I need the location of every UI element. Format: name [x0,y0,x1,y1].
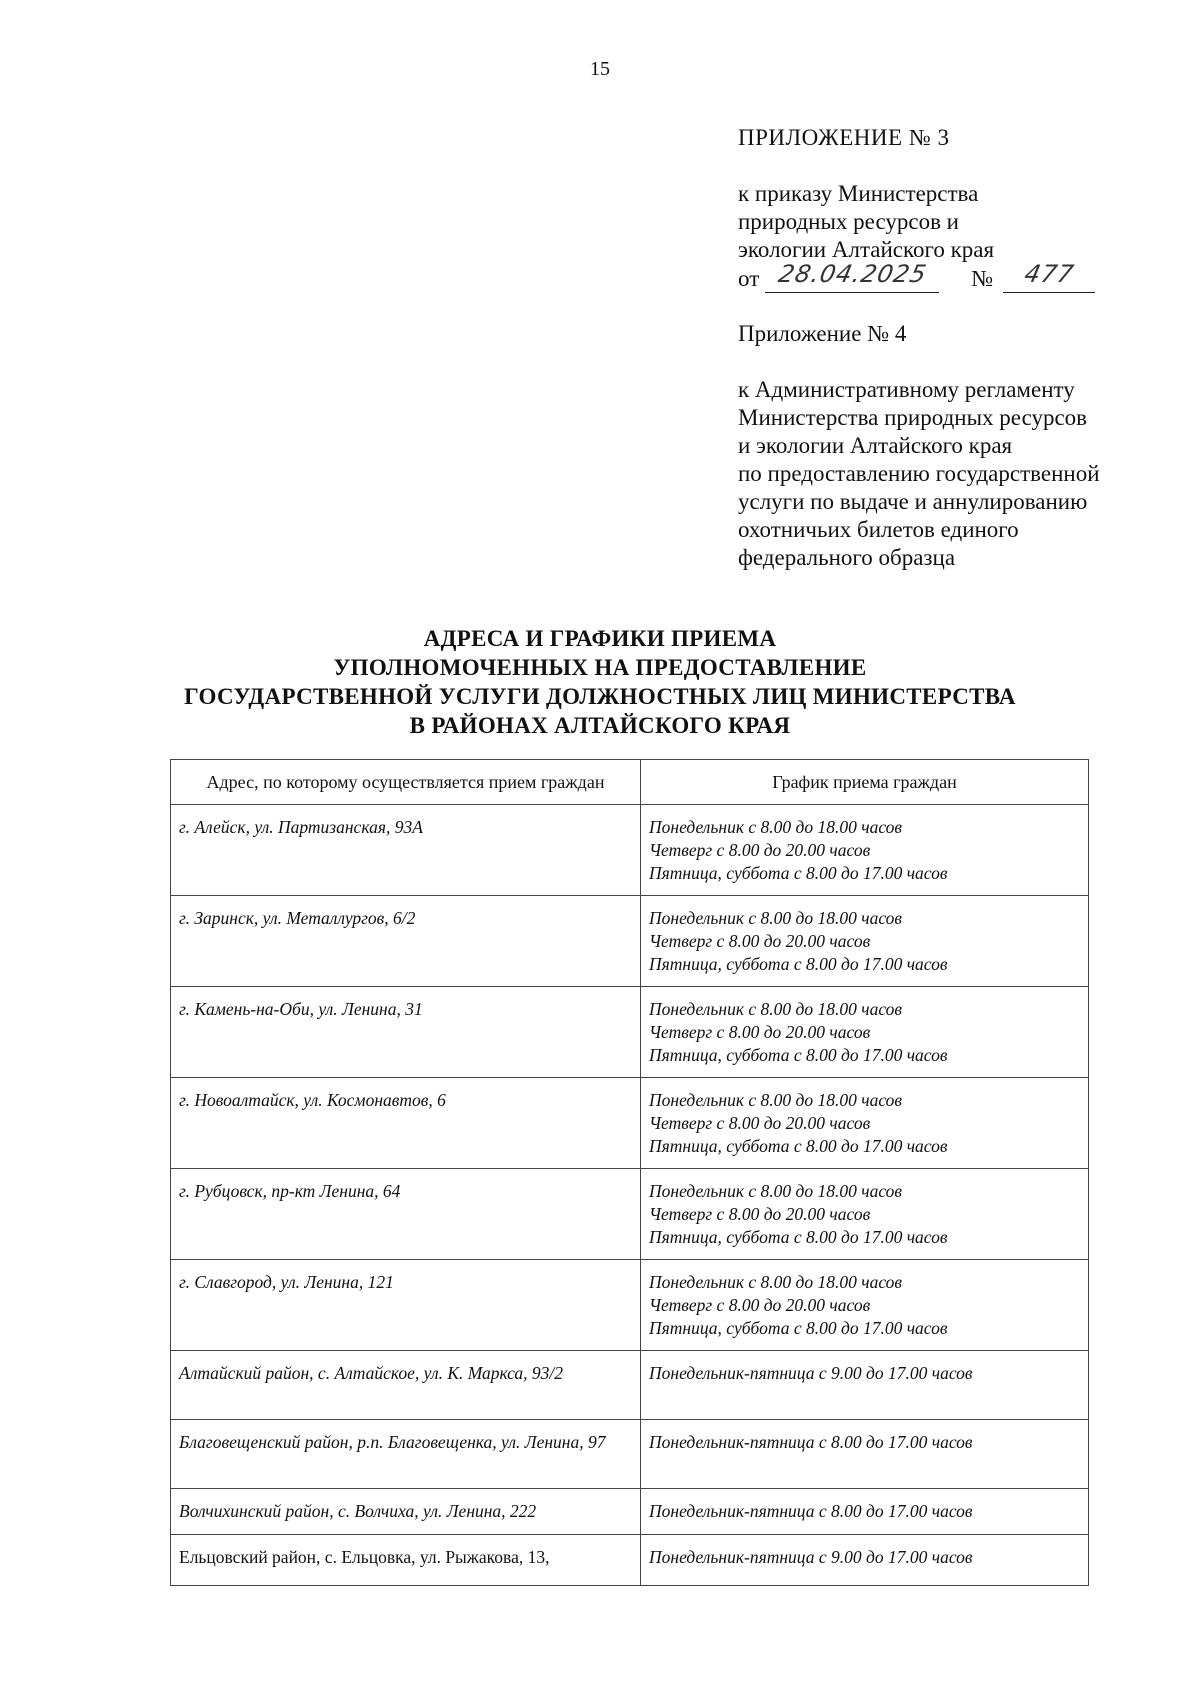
appendix-4-ref-line: Министерства природных ресурсов [738,405,1088,430]
title-line: ГОСУДАРСТВЕННОЙ УСЛУГИ ДОЛЖНОСТНЫХ ЛИЦ МИНИСТЕРСТВА [184,684,1016,709]
schedule-line: Пятница, суббота с 8.00 до 17.00 часов [649,954,948,974]
address-cell: г. Заринск, ул. Металлургов, 6/2 [171,896,641,987]
schedule-cell [641,1169,1089,1260]
handwritten-number [1003,260,1095,293]
schedule-cell [641,1260,1089,1351]
schedule-line: Понедельник с 8.00 до 18.00 часов [649,908,903,928]
page-number: 15 [590,58,610,80]
handwritten-number-value: 477 [1021,260,1077,288]
reception-schedule-table [170,759,1089,1586]
address-cell: г. Камень-на-Оби, ул. Ленина, 31 [171,987,641,1078]
schedule-line: Пятница, суббота с 8.00 до 17.00 часов [649,1045,948,1065]
table-row [171,1078,1089,1169]
appendix-4-ref-line: федерального образца [738,545,956,570]
schedule-cell [641,805,1089,896]
schedule-line: Четверг с 8.00 до 20.00 часов [649,1113,871,1133]
schedule-cell [641,1489,1089,1535]
schedule-cell [641,1078,1089,1169]
schedule-line: Пятница, суббота с 8.00 до 17.00 часов [649,1227,948,1247]
schedule-line: Четверг с 8.00 до 20.00 часов [649,1204,871,1224]
address-column-header: Адрес, по которому осуществляется прием граждан [171,760,641,805]
title-line: УПОЛНОМОЧЕННЫХ НА ПРЕДОСТАВЛЕНИЕ [333,655,867,680]
schedule-line: Понедельник с 8.00 до 18.00 часов [649,1181,903,1201]
appendix-4-ref-line: услуги по выдаче и аннулированию [738,489,1088,514]
order-date-number-line [738,260,1158,293]
appendix-3-reference [738,180,1158,293]
address-cell: Волчихинский район, с. Волчиха, ул. Ленина, 222 [171,1489,641,1535]
schedule-line: Понедельник-пятница с 9.00 до 17.00 часов [649,1363,973,1383]
appendix-4-title: Приложение № 4 [738,321,907,346]
schedule-line: Четверг с 8.00 до 20.00 часов [649,840,871,860]
address-cell: Благовещенский район, р.п. Благовещенка, ул. Ленина, 97 [171,1420,641,1489]
schedule-line: Пятница, суббота с 8.00 до 17.00 часов [649,1136,948,1156]
appendix-4-reference [738,376,1158,572]
appendix-3-title: ПРИЛОЖЕНИЕ № 3 [738,125,950,150]
appendix-3-ref-line: природных ресурсов и [738,209,959,234]
schedule-line: Четверг с 8.00 до 20.00 часов [649,931,871,951]
handwritten-date-value: 28.04.2025 [775,260,929,288]
schedule-line: Четверг с 8.00 до 20.00 часов [649,1022,871,1042]
title-line: В РАЙОНАХ АЛТАЙСКОГО КРАЯ [409,713,791,738]
schedule-cell [641,896,1089,987]
address-cell: г. Рубцовск, пр-кт Ленина, 64 [171,1169,641,1260]
table-row [171,1260,1089,1351]
schedule-line: Понедельник с 8.00 до 18.00 часов [649,999,903,1019]
schedule-cell [641,1535,1089,1586]
schedule-line: Понедельник-пятница с 9.00 до 17.00 часов [649,1547,973,1567]
table-row [171,896,1089,987]
schedule-line: Четверг с 8.00 до 20.00 часов [649,1295,871,1315]
schedule-line: Понедельник с 8.00 до 18.00 часов [649,1272,903,1292]
schedule-column-header: График приема граждан [641,760,1089,805]
table-row [171,987,1089,1078]
appendix-3-ref-line: экологии Алтайского края [738,237,995,262]
table-row [171,805,1089,896]
schedule-line: Понедельник-пятница с 8.00 до 17.00 часов [649,1432,973,1452]
schedule-cell [641,987,1089,1078]
schedule-line: Пятница, суббота с 8.00 до 17.00 часов [649,1318,948,1338]
appendix-4-ref-line: и экологии Алтайского края [738,433,1013,458]
address-cell: г. Славгород, ул. Ленина, 121 [171,1260,641,1351]
table-row [171,1489,1089,1535]
number-label: № [971,266,994,291]
schedule-line: Понедельник-пятница с 8.00 до 17.00 часов [649,1501,973,1521]
address-cell: г. Новоалтайск, ул. Космонавтов, 6 [171,1078,641,1169]
address-cell: Алтайский район, с. Алтайское, ул. К. Маркса, 93/2 [171,1351,641,1420]
document-title [0,624,1200,740]
appendix-3-ref-line: к приказу Министерства [738,181,979,206]
schedule-line: Понедельник с 8.00 до 18.00 часов [649,817,903,837]
schedule-cell [641,1351,1089,1420]
date-prefix: от [738,266,760,291]
address-cell: г. Алейск, ул. Партизанская, 93А [171,805,641,896]
appendix-4-ref-line: по предоставлению государственной [738,461,1100,486]
table-row [171,1169,1089,1260]
table-row [171,1351,1089,1420]
schedule-line: Пятница, суббота с 8.00 до 17.00 часов [649,863,948,883]
address-cell: Ельцовский район, с. Ельцовка, ул. Рыжакова, 13, [171,1535,641,1586]
handwritten-date [765,260,939,293]
table-row [171,1535,1089,1586]
appendix-4-ref-line: охотничьих билетов единого [738,517,1019,542]
title-line: АДРЕСА И ГРАФИКИ ПРИЕМА [423,626,777,651]
schedule-line: Понедельник с 8.00 до 18.00 часов [649,1090,903,1110]
schedule-cell [641,1420,1089,1489]
appendix-4-ref-line: к Административному регламенту [738,377,1075,402]
table-header-row [171,760,1089,805]
table-row [171,1420,1089,1489]
